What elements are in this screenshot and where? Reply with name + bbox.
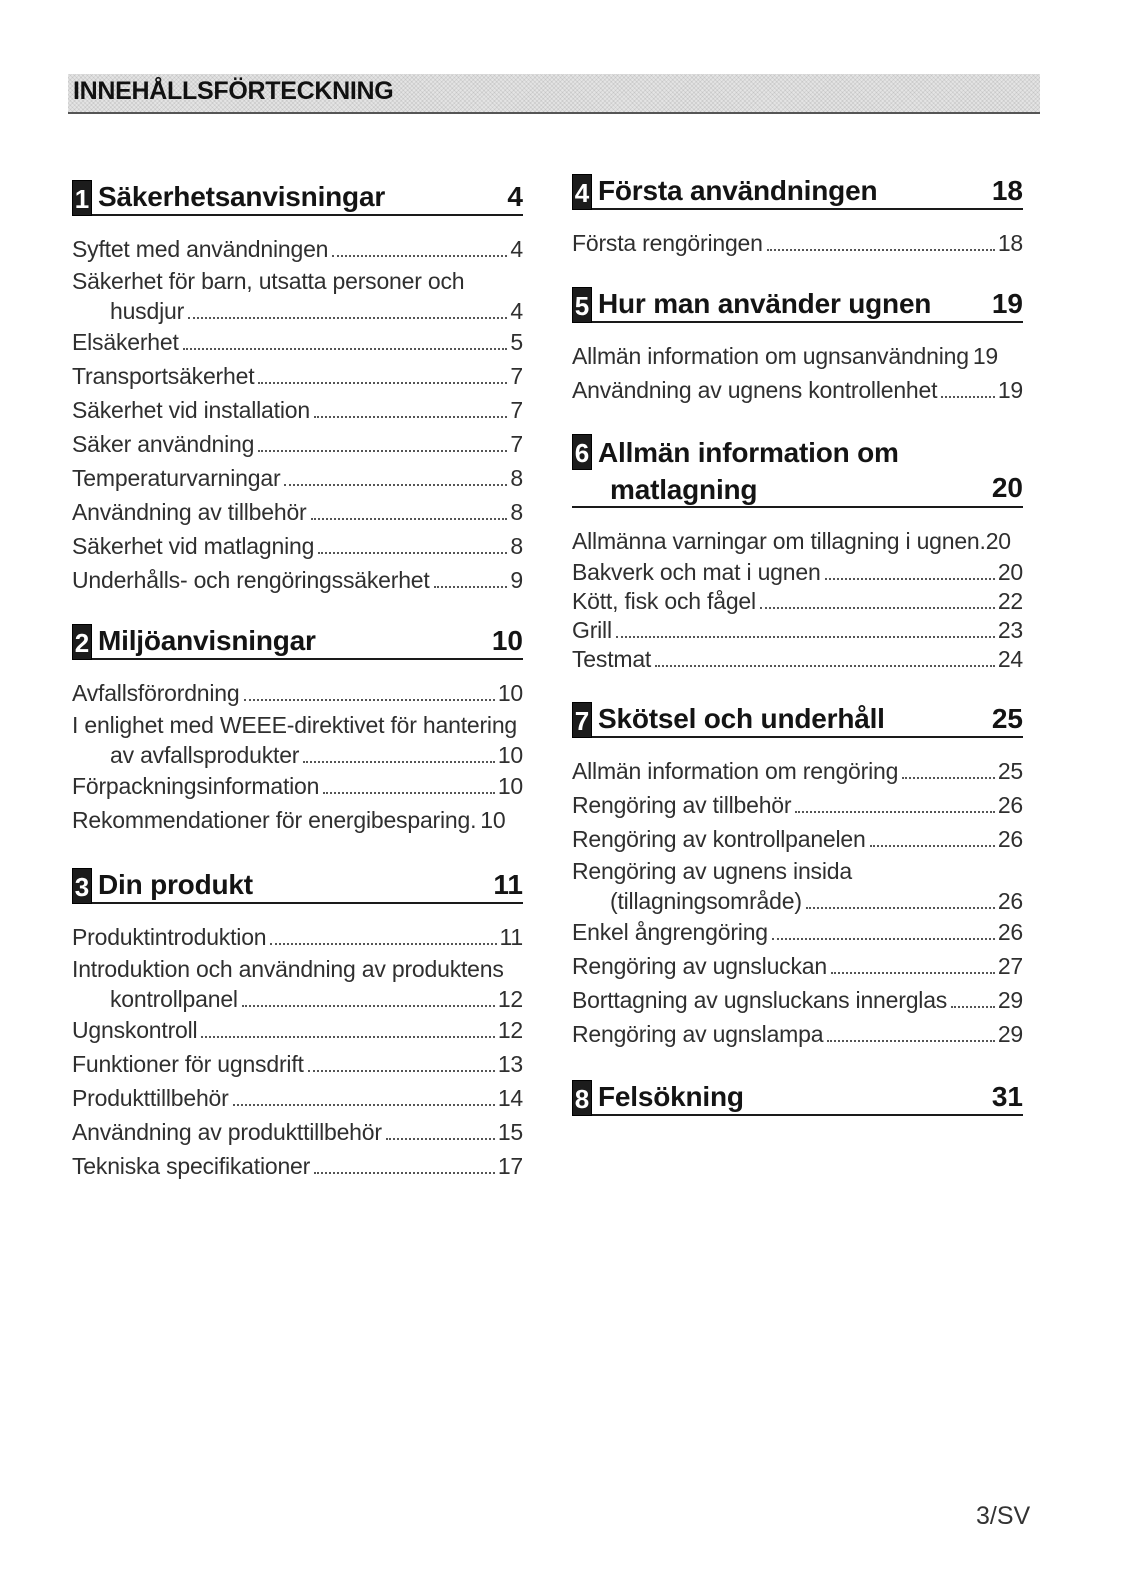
entry-page: 8	[510, 533, 523, 559]
section-number-badge: 5	[572, 287, 592, 323]
section-page: 4	[507, 181, 523, 212]
leader-dots	[201, 1036, 494, 1038]
entry-label: Funktioner för ugnsdrift	[72, 1051, 304, 1077]
entry-page: 15	[497, 1119, 523, 1145]
entry-page: 5	[510, 329, 523, 355]
entry-label: Avfallsförordning	[72, 680, 240, 706]
entry-page: 10	[497, 773, 523, 799]
section-5	[572, 287, 1023, 407]
section-heading[interactable]	[72, 180, 523, 216]
entry-label: Ugnskontroll	[72, 1017, 198, 1043]
leader-dots	[311, 518, 508, 520]
entry-label: Kött, fisk och fågel	[572, 588, 756, 614]
entry-page: 13	[497, 1051, 523, 1077]
toc-entry[interactable]	[572, 788, 1023, 822]
entry-page: 7	[510, 397, 523, 423]
entry-page: 12	[497, 1017, 523, 1043]
entry-label: Transportsäkerhet	[72, 363, 255, 389]
section-heading[interactable]	[572, 287, 1023, 323]
leader-dots	[386, 1138, 495, 1140]
leader-dots	[242, 1005, 495, 1007]
section-number-badge: 7	[572, 702, 592, 738]
entry-page: 29	[997, 987, 1023, 1013]
section-heading[interactable]	[572, 1080, 1023, 1116]
page-number: 3/SV	[976, 1502, 1031, 1530]
section-entries	[72, 232, 523, 597]
entry-page: 8	[510, 465, 523, 491]
entry-label: Rengöring av ugnens insida	[572, 858, 852, 884]
toc-entry[interactable]	[572, 949, 1023, 983]
entry-label: Allmän information om rengöring	[572, 758, 899, 784]
leader-dots	[806, 907, 995, 909]
section-6	[572, 434, 1023, 674]
toc-entry[interactable]	[572, 373, 1023, 407]
entry-page: 27	[997, 953, 1023, 979]
entry-label: Borttagning av ugnsluckans innerglas	[572, 987, 948, 1013]
entry-page: 11	[499, 924, 523, 950]
leader-dots	[284, 484, 507, 486]
entry-page: 19	[972, 343, 999, 369]
entry-label: Temperaturvarningar	[72, 465, 281, 491]
section-entries	[572, 754, 1023, 1051]
entry-page: 8	[510, 499, 523, 525]
section-title: Första användningen	[598, 175, 878, 206]
section-heading[interactable]	[72, 868, 523, 904]
entry-label: Syftet med användningen	[72, 236, 329, 262]
toc-entry[interactable]	[72, 954, 523, 1013]
toc-entry[interactable]	[572, 983, 1023, 1017]
leader-dots	[244, 699, 495, 701]
toc-entry[interactable]	[572, 616, 1023, 645]
entry-label: Säker användning	[72, 431, 255, 457]
entry-label: Rengöring av ugnsluckan	[572, 953, 827, 979]
entry-label: Allmänna varningar om tillagning i ugnen.	[572, 528, 986, 554]
section-title: Miljöanvisningar	[98, 625, 316, 656]
toc-entry[interactable]	[72, 1013, 523, 1047]
toc-entry[interactable]	[572, 339, 1023, 373]
entry-label: Produkttillbehör	[72, 1085, 229, 1111]
entry-page: 9	[510, 567, 523, 593]
entry-label: Produktintroduktion	[72, 924, 267, 950]
entry-label: Grill	[572, 617, 612, 643]
entry-page: 10	[497, 742, 523, 768]
entry-label: Säkerhet för barn, utsatta personer och	[72, 268, 465, 294]
leader-dots	[902, 777, 995, 779]
entry-label: Testmat	[572, 646, 652, 672]
entry-page: 24	[997, 646, 1023, 672]
toc-entry[interactable]	[72, 427, 523, 461]
toc-entry[interactable]	[72, 710, 523, 769]
entry-page: 20	[985, 528, 1011, 554]
entry-label: Rengöring av ugnslampa	[572, 1021, 824, 1047]
entry-page: 19	[997, 377, 1023, 403]
leader-dots	[188, 317, 507, 319]
leader-dots	[760, 607, 995, 609]
section-2	[72, 624, 523, 837]
entry-label: Bakverk och mat i ugnen	[572, 559, 821, 585]
section-number-badge: 3	[72, 868, 92, 904]
toc-entry[interactable]	[572, 587, 1023, 616]
leader-dots	[772, 938, 995, 940]
entry-page: 22	[997, 588, 1023, 614]
entry-label: Rengöring av tillbehör	[572, 792, 792, 818]
entry-page: 7	[510, 363, 523, 389]
section-heading[interactable]	[72, 624, 523, 660]
leader-dots	[183, 348, 508, 350]
entry-page: 7	[510, 431, 523, 457]
toc-entry[interactable]	[72, 1081, 523, 1115]
entry-label: Säkerhet vid installation	[72, 397, 310, 423]
toc-entry[interactable]	[72, 495, 523, 529]
entry-page: 4	[510, 298, 523, 324]
leader-dots	[831, 972, 995, 974]
toc-entry[interactable]	[572, 1017, 1023, 1051]
toc-entry[interactable]	[72, 1115, 523, 1149]
section-page: 11	[493, 869, 523, 900]
entry-page: 20	[997, 559, 1023, 585]
toc-entry[interactable]	[72, 769, 523, 803]
toc-entry[interactable]	[72, 920, 523, 954]
entry-page: 25	[997, 758, 1023, 784]
toc-entry[interactable]	[72, 393, 523, 427]
leader-dots	[767, 249, 995, 251]
section-entries	[572, 226, 1023, 260]
leader-dots	[870, 845, 995, 847]
leader-dots	[795, 811, 994, 813]
leader-dots	[314, 1172, 495, 1174]
toc-banner	[68, 74, 1040, 114]
entry-label: Tekniska specifikationer	[72, 1153, 311, 1179]
toc-title: INNEHÅLLSFÖRTECKNING	[73, 77, 394, 105]
entry-label: Rengöring av kontrollpanelen	[572, 826, 866, 852]
entry-label: Underhålls- och rengöringssäkerhet	[72, 567, 430, 593]
section-title: Skötsel och underhåll	[598, 703, 885, 734]
entry-page: 10	[497, 680, 523, 706]
toc-entry[interactable]	[72, 676, 523, 710]
toc-entry[interactable]	[72, 266, 523, 325]
leader-dots	[323, 792, 495, 794]
entry-label: Användning av produkttillbehör	[72, 1119, 382, 1145]
entry-label: Förpackningsinformation	[72, 773, 320, 799]
section-number-badge: 8	[572, 1080, 592, 1116]
section-title-line: Allmän information om	[598, 437, 899, 468]
section-page: 20	[991, 472, 1023, 503]
entry-page: 26	[997, 792, 1023, 818]
toc-entry[interactable]	[72, 461, 523, 495]
section-entries	[72, 920, 523, 1183]
section-page: 19	[991, 288, 1023, 319]
toc-entry[interactable]	[72, 803, 523, 837]
entry-label: Användning av ugnens kontrollenhet	[572, 377, 938, 403]
entry-label: Användning av tillbehör	[72, 499, 307, 525]
toc-entry[interactable]	[572, 226, 1023, 260]
section-entries	[572, 339, 1023, 407]
toc-entry[interactable]	[72, 563, 523, 597]
section-page: 10	[491, 625, 523, 656]
toc-entry[interactable]	[72, 232, 523, 266]
toc-entry[interactable]	[72, 529, 523, 563]
toc-entry[interactable]	[72, 359, 523, 393]
entry-page: 23	[997, 617, 1023, 643]
leader-dots	[655, 665, 995, 667]
entry-page: 14	[497, 1085, 523, 1111]
leader-dots	[258, 382, 507, 384]
section-title: Felsökning	[598, 1081, 744, 1112]
section-heading[interactable]	[572, 174, 1023, 210]
section-7	[572, 702, 1023, 1051]
entry-page: 12	[497, 986, 523, 1012]
section-1	[72, 180, 523, 597]
section-title-continued: matlagning	[610, 474, 758, 505]
section-number-badge: 1	[72, 180, 92, 216]
entry-page: 26	[997, 919, 1023, 945]
leader-dots	[434, 586, 508, 588]
toc-entry[interactable]	[572, 645, 1023, 674]
toc-entry[interactable]	[572, 822, 1023, 856]
section-4	[572, 174, 1023, 260]
section-title: Säkerhetsanvisningar	[98, 181, 386, 212]
toc-entry[interactable]	[72, 1047, 523, 1081]
leader-dots	[233, 1104, 495, 1106]
entry-page: 18	[997, 230, 1023, 256]
toc-entry[interactable]	[572, 524, 1023, 558]
toc-entry[interactable]	[72, 1149, 523, 1183]
section-number-badge: 4	[572, 174, 592, 210]
entry-label: Enkel ångrengöring	[572, 919, 768, 945]
entry-label: Introduktion och användning av produktens	[72, 956, 504, 982]
entry-page: 10	[480, 807, 506, 833]
leader-dots	[270, 943, 496, 945]
entry-label-continued: husdjur	[110, 298, 185, 324]
leader-dots	[616, 636, 995, 638]
entry-label: Elsäkerhet	[72, 329, 179, 355]
entry-label-continued: (tillagningsområde)	[610, 888, 802, 914]
toc-entry[interactable]	[572, 915, 1023, 949]
entry-page: 26	[997, 888, 1023, 914]
section-entries	[72, 676, 523, 837]
entry-label: Rekommendationer för energibesparing.	[72, 807, 477, 833]
entry-label-continued: av avfallsprodukter	[110, 742, 300, 768]
leader-dots	[332, 255, 507, 257]
section-entries	[572, 524, 1023, 674]
entry-label: Allmän information om ugnsanvändning	[572, 343, 969, 369]
section-number-badge: 2	[72, 624, 92, 660]
leader-dots	[303, 761, 495, 763]
section-title: Din produkt	[98, 869, 253, 900]
leader-dots	[318, 552, 507, 554]
toc-entry[interactable]	[572, 754, 1023, 788]
section-number-badge: 6	[572, 434, 592, 470]
section-3	[72, 868, 523, 1183]
entry-page: 29	[997, 1021, 1023, 1047]
leader-dots	[308, 1070, 495, 1072]
section-title: Hur man använder ugnen	[598, 288, 932, 319]
entry-label-continued: kontrollpanel	[110, 986, 238, 1012]
section-title	[598, 434, 899, 508]
entry-label: Första rengöringen	[572, 230, 763, 256]
entry-page: 4	[510, 236, 523, 262]
leader-dots	[825, 578, 995, 580]
section-page: 25	[991, 703, 1023, 734]
leader-dots	[941, 396, 995, 398]
leader-dots	[314, 416, 507, 418]
section-page: 18	[991, 175, 1023, 206]
section-heading[interactable]	[572, 434, 1023, 508]
entry-page: 17	[497, 1153, 523, 1179]
toc-entry[interactable]	[72, 325, 523, 359]
entry-label: I enlighet med WEEE-direktivet för hantering	[72, 712, 518, 738]
toc-entry[interactable]	[572, 856, 1023, 915]
entry-label: Säkerhet vid matlagning	[72, 533, 315, 559]
toc-entry[interactable]	[572, 558, 1023, 587]
leader-dots	[258, 450, 507, 452]
leader-dots	[827, 1040, 994, 1042]
leader-dots	[951, 1006, 995, 1008]
section-8	[572, 1080, 1023, 1116]
section-page: 31	[991, 1081, 1023, 1112]
entry-page: 26	[997, 826, 1023, 852]
section-heading[interactable]	[572, 702, 1023, 738]
